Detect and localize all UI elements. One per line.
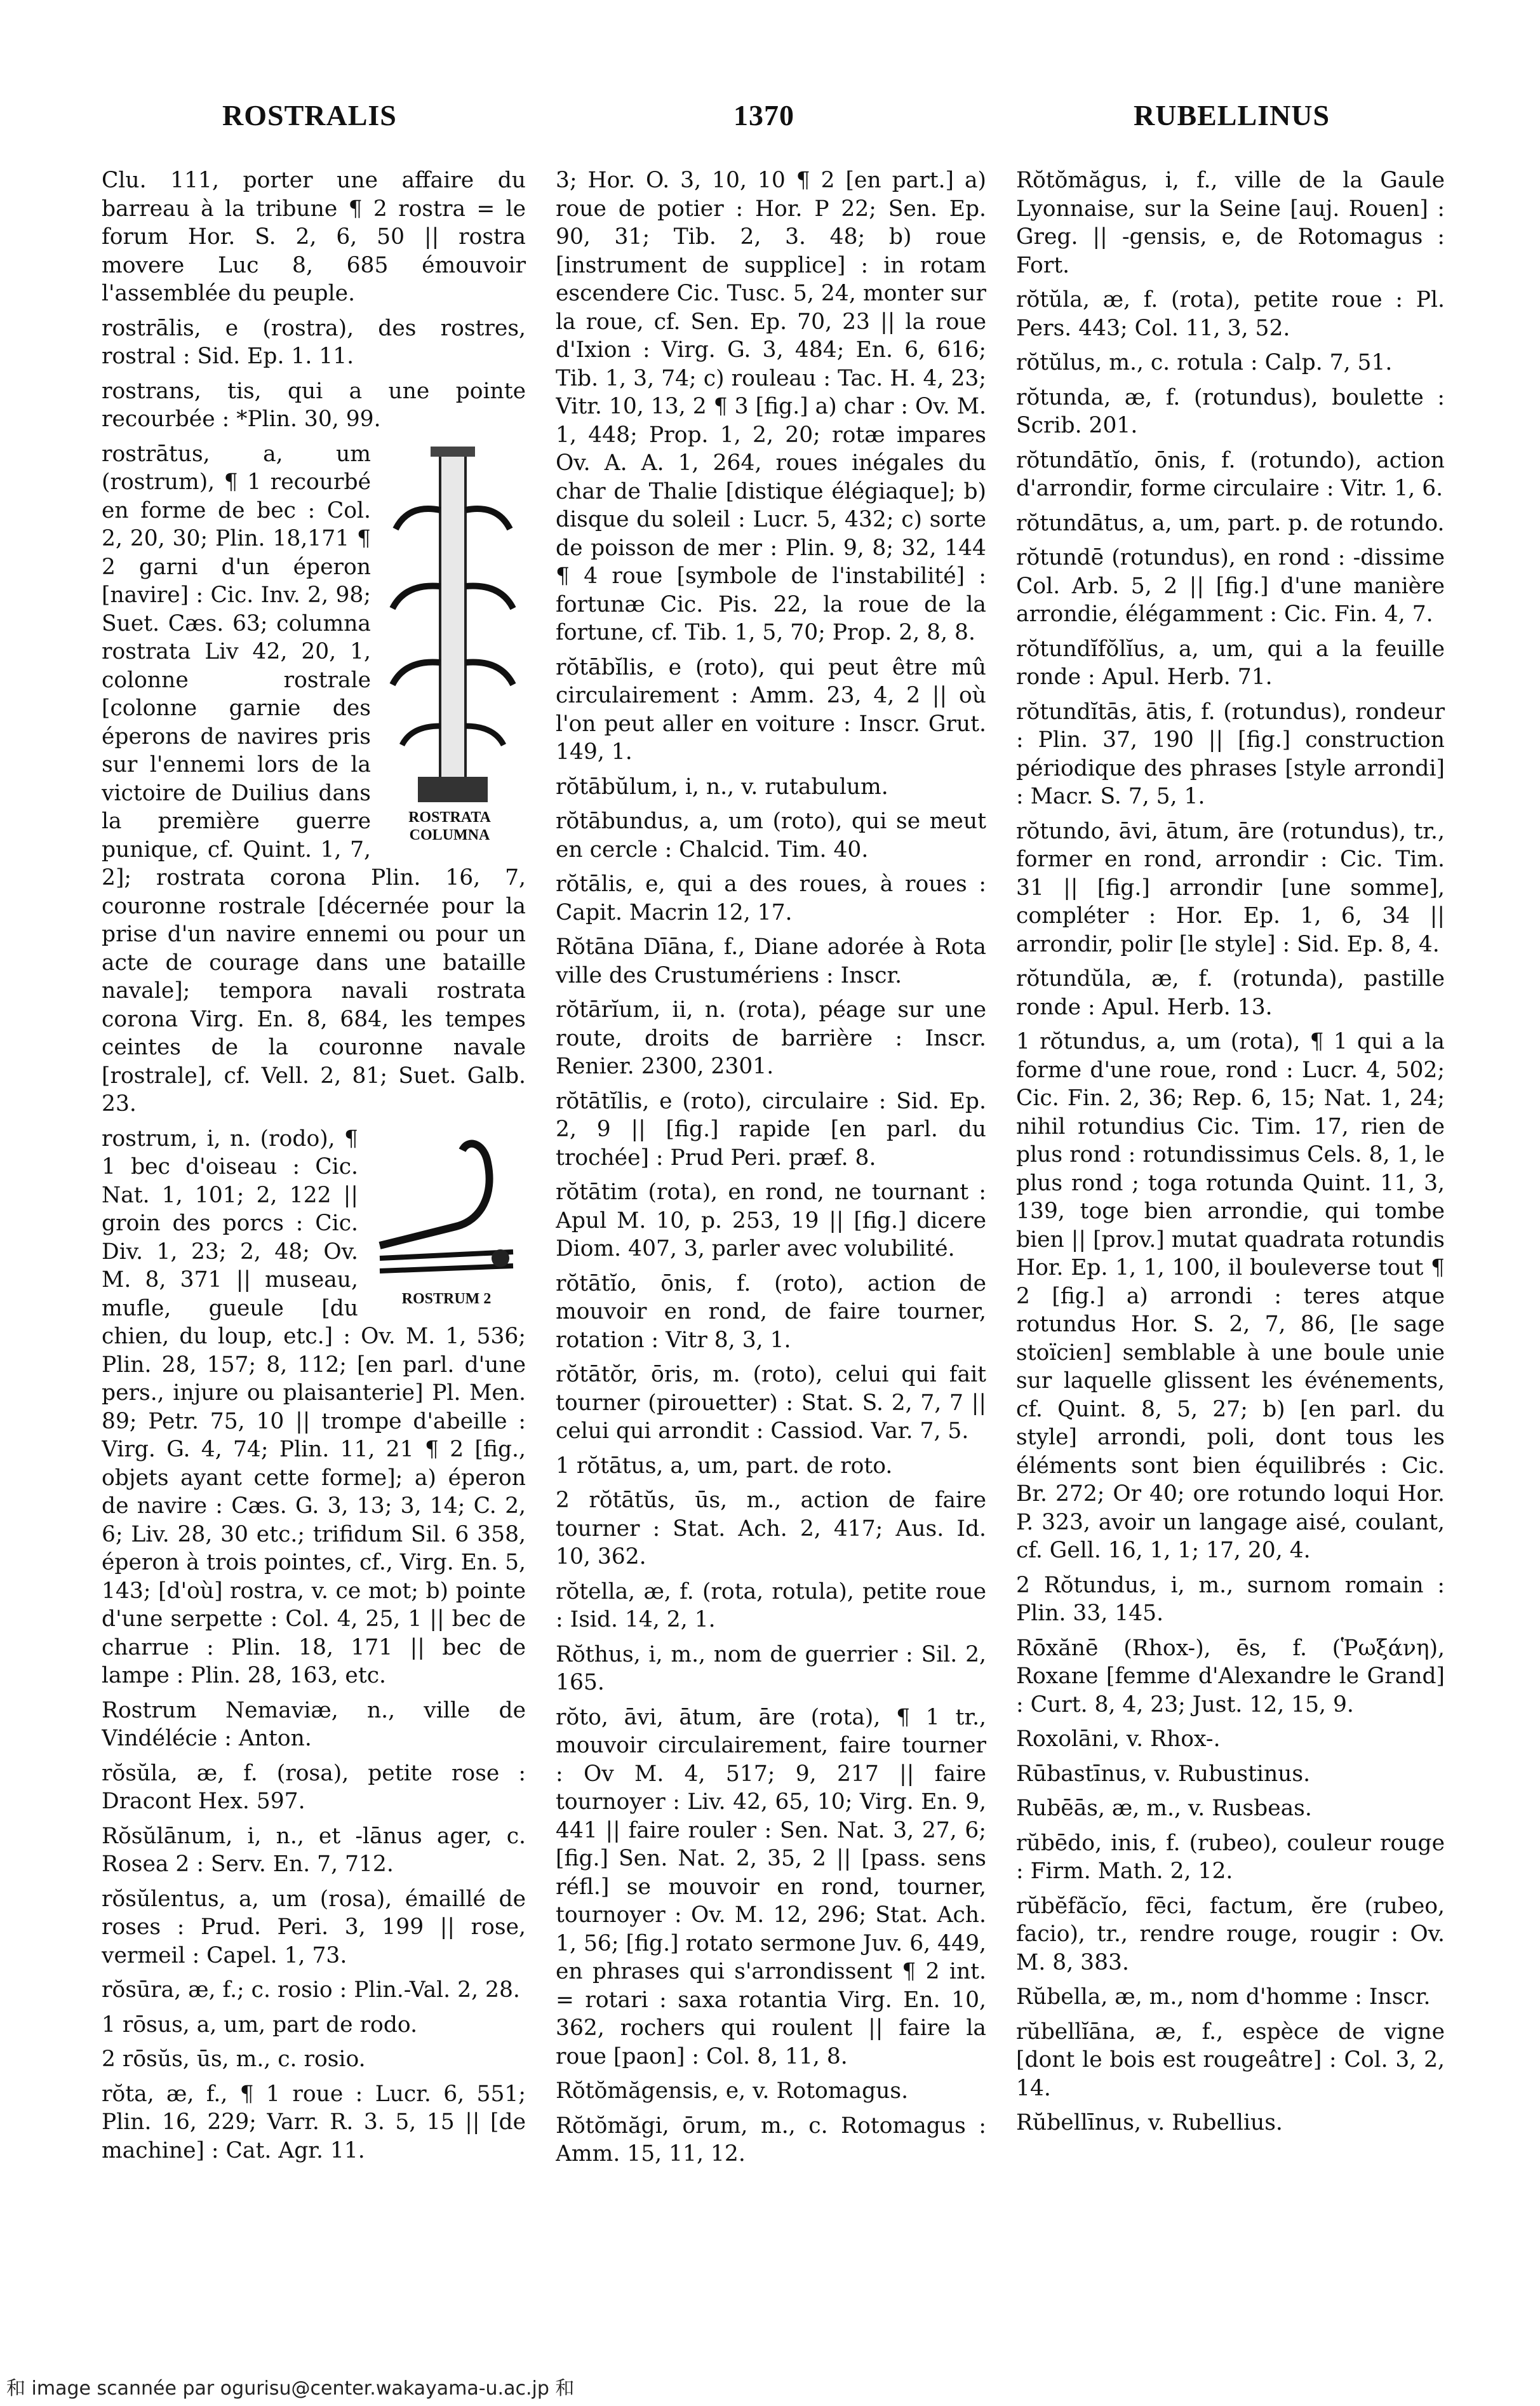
entry: 2 rōsŭs, ūs, m., c. rosio.: [102, 2046, 366, 2072]
entry: 1 rŏtātus, a, um, part. de roto.: [556, 1453, 893, 1479]
entry: rŏtella, æ, f. (rota, rotula), petite roue : Isid. 14, 2, 1.: [556, 1578, 986, 1632]
entry: Rŏtāna Dīāna, f., Diane adorée à Rota ville des Crustumériens : Inscr.: [556, 934, 986, 988]
entry: rŏtātĭo, ōnis, f. (roto), action de mouvoir en rond, de faire tourner, rotation : Vitr 8, 3, 1.: [556, 1270, 986, 1353]
entry: rŏtābŭlum, i, n., v. rutabulum.: [556, 774, 888, 800]
entry: rŏtundo, āvi, ātum, āre (rotundus), tr., former en rond, arrondir : Cic. Tim. 31 || [fig.] arrondir [une somme], compléter : Hor. Ep. 1, 6, 34 || arrondir, polir [le style] : Sid. Ep. 8, 4.: [1016, 818, 1445, 957]
running-head-right: RUBELLINUS: [1134, 99, 1330, 131]
entry: rostrātus, a, um (rostrum), ¶ 1 recourbé en forme de bec : Col. 2, 20, 30; Plin. 18,171 ¶ 2 garni d'un éperon [navire] : Cic. Inv. 2, 98; Suet. Cæs. 63; columna rostrata Liv 42, 20, 1, colonne rostrale [colonne garnie des éperons de navires pris sur l'ennemi lors de la victoire de Duilius dans la première guerre punique, cf. Quint. 1, 7, 2]; rostrata corona Plin. 16, 7, couronne rostrale [décernée pour la prise d'un navire ennemi ou pour un acte de courage dans une bataille navale]; tempora navali rostrata corona Virg. En. 8, 684, les tempes ceintes de la couronne navale [rostrale], cf. Vell. 2, 81; Suet. Galb. 23.: [102, 441, 526, 1117]
entry: rŏtundātus, a, um, part. p. de rotundo.: [1016, 510, 1445, 536]
entry: 2 Rŏtundus, i, m., surnom romain : Plin. 33, 145.: [1016, 1572, 1445, 1626]
entry: rostrum, i, n. (rodo), ¶ 1 bec d'oiseau : Cic. Nat. 1, 101; 2, 122 || groin des porcs : Cic. Div. 1, 23; 2, 48; Ov. M. 8, 371 || museau, mufle, gueule [du chien, du loup, etc.] : Ov. M. 1, 536; Plin. 28, 157; 8, 112; [en parl. d'une pers., injure ou plaisanterie] Pl. Men. 89; Petr. 75, 10 || trompe d'abeille : Virg. G. 4, 74; Plin. 11, 21 ¶ 2 [fig., objets ayant cette forme]; a) éperon de navire : Cæs. G. 3, 13; 3, 14; C. 2, 6; Liv. 28, 30 etc.; trifidum Sil. 6 358, éperon à trois pointes, cf., Virg. En. 5, 143; [d'où] rostra, v. ce mot; b) pointe d'une serpette : Col. 4, 25, 1 || bec de charrue : Plin. 18, 171 || bec de lampe : Plin. 28, 163, etc.: [102, 1126, 526, 1688]
entry: rŏto, āvi, ātum, āre (rota), ¶ 1 tr., mouvoir circulairement, faire tourner : Ov M. 4, 517; 9, 217 || faire tournoyer : Liv. 42, 65, 10; Virg. En. 9, 441 || faire rouler : Sen. Nat. 3, 27, 6; [fig.] Sen. Nat. 2, 35, 2 || [pass. sens réfl.] se mouvoir en rond, tourner, tournoyer : Ov. M. 12, 296; Stat. Ach. 1, 56; [fig.] rotato sermone Juv. 6, 449, en phrases qui s'arrondissent ¶ 2 int. = rotari : saxa rotantia Virg. En. 10, 362, rochers qui roulent || faire la roue [paon] : Col. 8, 11, 8.: [556, 1704, 986, 2069]
entry: Rŏtŏmăgi, ōrum, m., c. Rotomagus : Amm. 15, 11, 12.: [556, 2113, 986, 2167]
entry: rŏtundātĭo, ōnis, f. (rotundo), action d'arrondir, forme circulaire : Vitr. 1, 6.: [1016, 447, 1445, 501]
entry: rŏtŭlus, m., c. rotula : Calp. 7, 51.: [1016, 350, 1393, 375]
entry: rŏtātŏr, ōris, m. (roto), celui qui fait tourner (pirouetter) : Stat. S. 2, 7, 7 || celui qui arrondit : Cassiod. Var. 7, 5.: [556, 1362, 986, 1444]
entry: rŏtunda, æ, f. (rotundus), boulette : Scrib. 201.: [1016, 384, 1445, 438]
entry: rostrālis, e (rostra), des rostres, rostral : Sid. Ep. 1. 11.: [102, 315, 526, 369]
column-illustration: [380, 440, 526, 809]
figure-caption: ROSTRUM 2: [401, 1290, 492, 1307]
entry: rŏtŭla, æ, f. (rota), petite roue : Pl. Pers. 443; Col. 11, 3, 52.: [1016, 287, 1445, 341]
entry: Roxolāni, v. Rhox-.: [1016, 1726, 1221, 1752]
entry: rŏsŭlentus, a, um (rosa), émaillé de roses : Prud. Peri. 3, 199 || rose, vermeil : Capel. 1, 73.: [102, 1886, 526, 1968]
entry: Rŭbellīnus, v. Rubellius.: [1016, 2110, 1283, 2135]
entry: Rubēās, æ, m., v. Rusbeas.: [1016, 1796, 1312, 1821]
entry: rŏtātim (rota), en rond, ne tournant : Apul M. 10, p. 253, 19 || [fig.] dicere Diom. 407, 3, parler avec volubilité.: [556, 1179, 986, 1261]
entry: Rŏsŭlānum, i, n., et -lānus ager, c. Rosea 2 : Serv. En. 7, 712.: [102, 1823, 526, 1877]
entry: Rostrum Nemaviæ, n., ville de Vindélécie : Anton.: [102, 1697, 526, 1751]
entry: rŏta, æ, f., ¶ 1 roue : Lucr. 6, 551; Plin. 16, 229; Varr. R. 3. 5, 15 || [de machine] : Cat. Agr. 11.: [102, 2081, 526, 2163]
running-head-left: ROSTRALIS: [222, 99, 397, 131]
entry: rŭbellĭāna, æ, f., espèce de vigne [dont le bois est rougeâtre] : Col. 3, 2, 14.: [1016, 2019, 1445, 2101]
entry: rŏtundĭfŏlĭus, a, um, qui a la feuille ronde : Apul. Herb. 71.: [1016, 636, 1445, 690]
column-2: [556, 166, 986, 2326]
entry: rŏsŭla, æ, f. (rosa), petite rose : Dracont Hex. 597.: [102, 1760, 526, 1814]
entry: rŏtābĭlis, e (roto), qui peut être mû circulairement : Amm. 23, 4, 2 || où l'on peut aller en voiture : Inscr. Grut. 149, 1.: [556, 654, 986, 765]
entry: rŏtālis, e, qui a des roues, à roues : Capit. Macrin 12, 17.: [556, 871, 986, 925]
entry: rŏtundē (rotundus), en rond : -dissime Col. Arb. 5, 2 || [fig.] d'une manière arrondie, élégamment : Cic. Fin. 4, 7.: [1016, 545, 1445, 627]
figure-rostrum: [367, 1125, 526, 1308]
entry: rŭbĕfăcĭo, fēci, factum, ĕre (rubeo, facio), tr., rendre rouge, rougir : Ov. M. 8, 383.: [1016, 1893, 1445, 1975]
entry: rŭbēdo, inis, f. (rubeo), couleur rouge : Firm. Math. 2, 12.: [1016, 1830, 1445, 1884]
entry: rŏtārĭum, ii, n. (rota), péage sur une route, droits de barrière : Inscr. Renier. 2300, 2301.: [556, 997, 986, 1079]
entry: rŏtundĭtās, ātis, f. (rotundus), rondeur : Plin. 37, 190 || [fig.] construction périodique des phrases [style arrondi] : Macr. S. 7, 5, 1.: [1016, 699, 1445, 809]
column-3: [1016, 166, 1445, 2326]
entry: Rŏtŏmăgensis, e, v. Rotomagus.: [556, 2078, 909, 2104]
rostrum-illustration: [367, 1125, 526, 1290]
entry: rŏtundŭla, æ, f. (rotunda), pastille ronde : Apul. Herb. 13.: [1016, 966, 1445, 1020]
entry: Rōxănē (Rhox-), ēs, f. (Ῥωξάνη), Roxane [femme d'Alexandre le Grand] : Curt. 8, 4, 23; Just. 12, 15, 9.: [1016, 1635, 1445, 1717]
page-number: 1370: [733, 99, 794, 131]
figure-rostrata-columna: [380, 440, 526, 844]
entry: Clu. 111, porter une affaire du barreau à la tribune ¶ 2 rostra = le forum Hor. S. 2, 6, 50 || rostra movere Luc 8, 685 émouvoir l'assemblée du peuple.: [102, 168, 526, 306]
entry: 1 rŏtundus, a, um (rota), ¶ 1 qui a la forme d'une roue, rond : Lucr. 4, 502; Cic. Fin. 2, 36; Rep. 6, 15; Nat. 1, 24; nihil rotundius Cic. Tim. 17, rien de plus rond : rotundissimus Cels. 8, 1, le plus rond ; toga rotunda Quint. 11, 3, 139, toge bien arrondie, qui tombe bien || [prov.] mutat quadrata rotundis Hor. Ep. 1, 1, 100, il bouleverse tout ¶ 2 [fig.] a) arrondi : teres atque rotundus Hor. S. 2, 7, 86, [le sage stoïcien] semblable à une boule unie sur laquelle glissent les événements, cf. Quint. 8, 5, 27; b) [en parl. du style] arrondi, poli, dont tous les éléments sont bien équilibrés : Cic. Br. 272; Or 40; ore rotundo loqui Hor. P. 323, avoir un langage aisé, coulant, cf. Gell. 16, 1, 1; 17, 20, 4.: [1016, 1029, 1445, 1563]
entry: rŏtābundus, a, um (roto), qui se meut en cercle : Chalcid. Tim. 40.: [556, 809, 986, 863]
entry: 2 rŏtātŭs, ūs, m., action de faire tourner : Stat. Ach. 2, 417; Aus. Id. 10, 362.: [556, 1488, 986, 1569]
entry: 1 rōsus, a, um, part de rodo.: [102, 2012, 418, 2038]
entry: rostrans, tis, qui a une pointe recourbée : *Plin. 30, 99.: [102, 378, 526, 432]
entry: 3; Hor. O. 3, 10, 10 ¶ 2 [en part.] a) roue de potier : Hor. P 22; Sen. Ep. 90, 31; Tib. 2, 3. 48; b) roue [instrument de supplice] : in rotam escendere Cic. Tusc. 5, 24, monter sur la roue, cf. Sen. Ep. 70, 23 || la roue d'Ixion : Virg. G. 3, 484; En. 6, 616; Tib. 1, 3, 74; c) rouleau : Tac. H. 4, 23; Vitr. 10, 13, 2 ¶ 3 [fig.] a) char : Ov. M. 1, 448; Prop. 1, 2, 20; rotæ impares Ov. A. A. 1, 264, roues inégales du char de Thalie [distique élégiaque]; b) disque du soleil : Lucr. 5, 432; c) sorte de poisson de mer : Plin. 9, 8; 32, 144 ¶ 4 roue [symbole de l'instabilité] : fortunæ Cic. Pis. 22, la roue de la fortune, cf. Tib. 1, 5, 70; Prop. 2, 8, 8.: [556, 168, 986, 645]
entry: rŏtātĭlis, e (roto), circulaire : Sid. Ep. 2, 9 || [fig.] rapide [en parl. du trochée] : Prud Peri. præf. 8.: [556, 1088, 986, 1171]
entry: Rūbastīnus, v. Rubustinus.: [1016, 1761, 1311, 1787]
entry: Rŭbella, æ, m., nom d'homme : Inscr.: [1016, 1984, 1431, 2010]
column-1: [102, 166, 526, 2326]
figure-caption: ROSTRATA COLUMNA: [408, 809, 491, 843]
entry: Rŏthus, i, m., nom de guerrier : Sil. 2, 165.: [556, 1641, 986, 1695]
entry: Rŏtŏmăgus, i, f., ville de la Gaule Lyonnaise, sur la Seine [auj. Rouen] : Greg. || -gensis, e, de Rotomagus : Fort.: [1016, 168, 1445, 278]
entry: rŏsūra, æ, f.; c. rosio : Plin.-Val. 2, 28.: [102, 1977, 520, 2003]
scan-credit: 和 image scannée par ogurisu@center.wakayama-u.ac.jp 和: [6, 2377, 575, 2400]
